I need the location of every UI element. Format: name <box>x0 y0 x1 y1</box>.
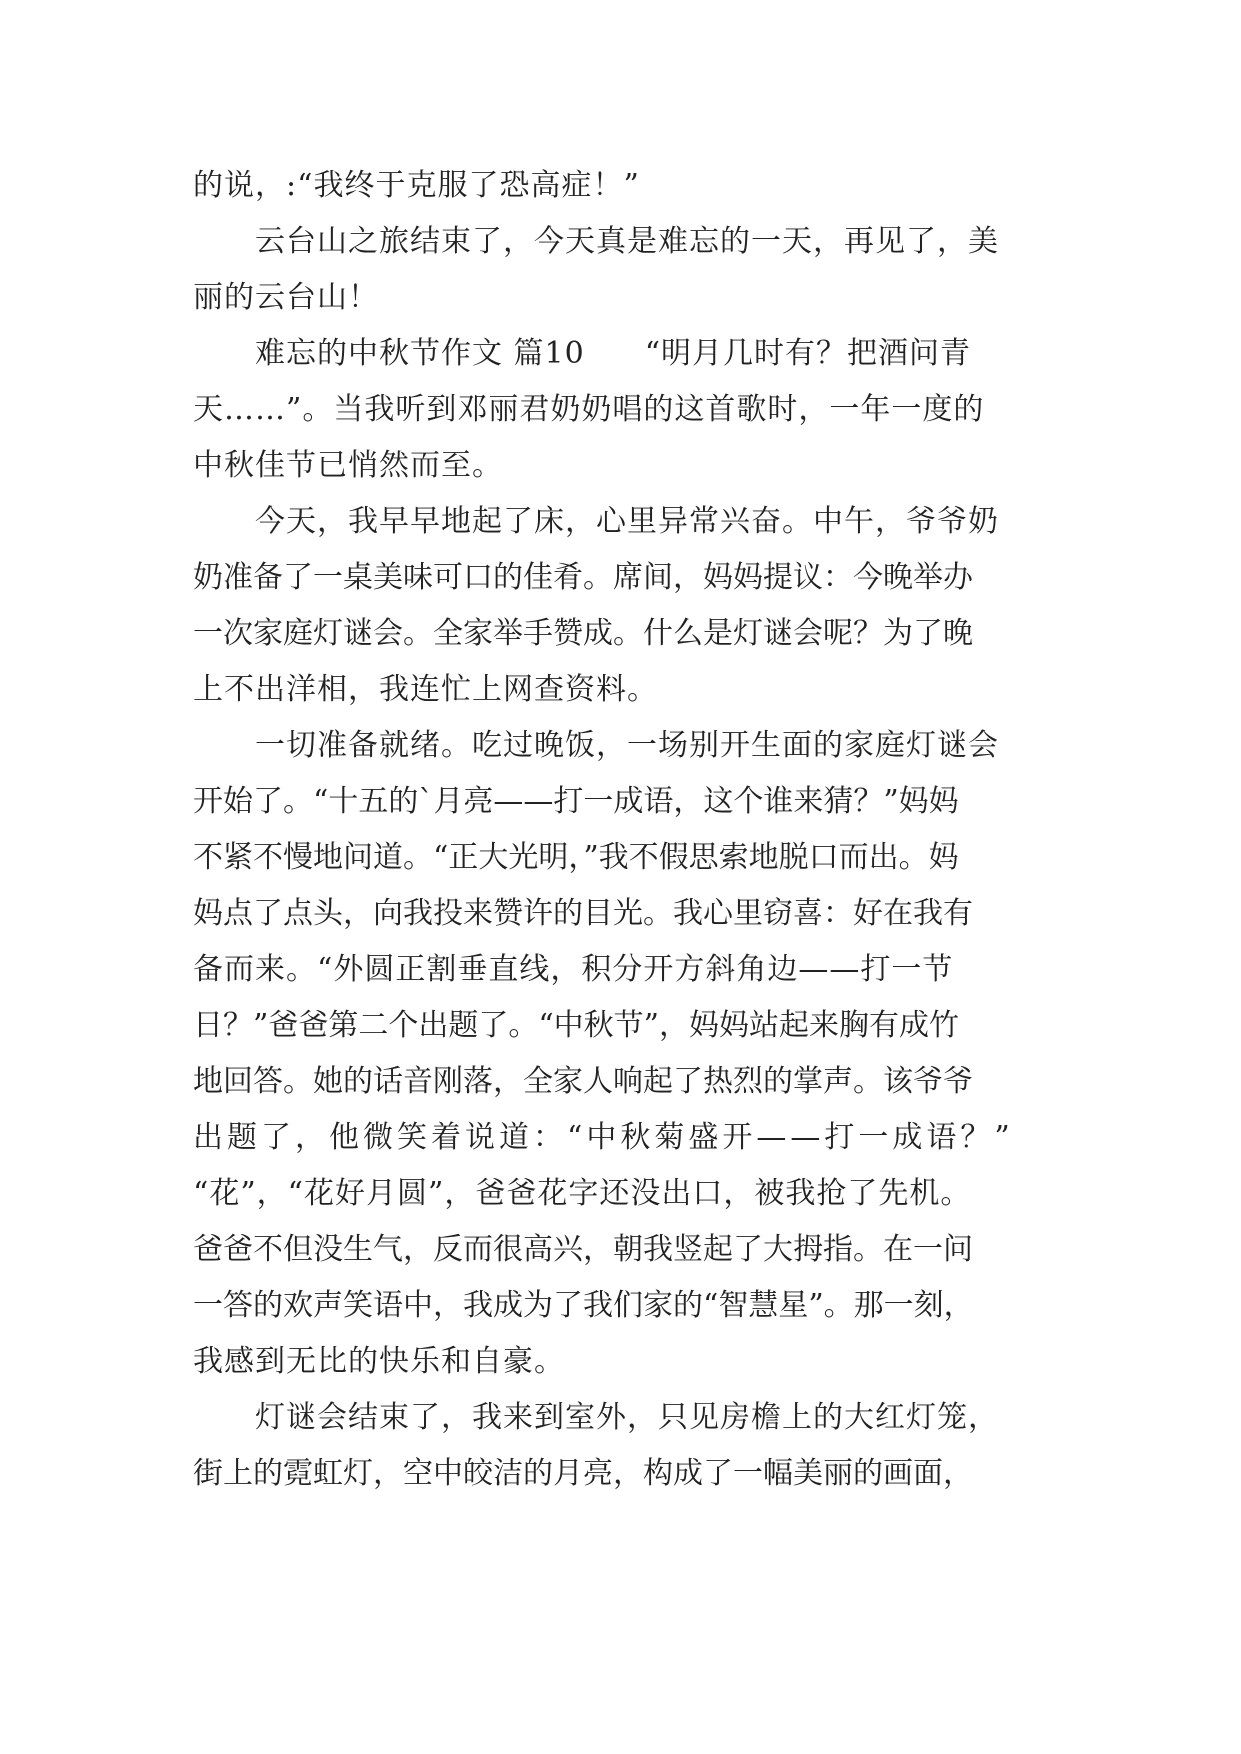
text-line: 日？”爸爸第二个出题了。“中秋节”，妈妈站起来胸有成竹 <box>193 1008 960 1043</box>
section-heading-line <box>193 326 1063 382</box>
text-line: 上不出洋相，我连忙上网查资料。 <box>193 672 658 707</box>
text-line: 备而来。“外圆正割垂直线，积分开方斜角边——打一节 <box>193 952 954 987</box>
text-line: “明月几时有？把酒问青 <box>644 336 972 371</box>
text-line: 天……”。当我听到邓丽君奶奶唱的这首歌时，一年一度的 <box>193 392 985 427</box>
paragraph-start-line: 今天，我早早地起了床，心里异常兴奋。中午，爷爷奶 <box>255 504 999 539</box>
text-line: “花”，“花好月圆”，爸爸花字还没出口，被我抢了先机。 <box>193 1176 972 1211</box>
text-line: 丽的云台山！ <box>193 280 379 315</box>
text-line: 不紧不慢地问道。“正大光明，”我不假思索地脱口而出。妈 <box>193 840 959 875</box>
text-line: 地回答。她的话音刚落，全家人响起了热烈的掌声。该爷爷 <box>193 1064 973 1099</box>
text-line: 奶准备了一桌美味可口的佳肴。席间，妈妈提议：今晚举办 <box>193 560 973 595</box>
text-line: 街上的霓虹灯，空中皎洁的月亮，构成了一幅美丽的画面， <box>193 1456 973 1491</box>
text-line: 爸爸不但没生气，反而很高兴，朝我竖起了大拇指。在一问 <box>193 1232 973 1267</box>
text-line: 妈点了点头，向我投来赞许的目光。我心里窃喜：好在我有 <box>193 896 973 931</box>
paragraph-start-line: 灯谜会结束了，我来到室外，只见房檐上的大红灯笼， <box>255 1400 999 1435</box>
paragraph-start-line: 一切准备就绪。吃过晚饭，一场别开生面的家庭灯谜会 <box>255 728 999 763</box>
text-line: 出题了，他微笑着说道：“中秋菊盛开——打一成语？” <box>193 1120 1014 1155</box>
text-line: 我感到无比的快乐和自豪。 <box>193 1344 565 1379</box>
text-line: 的说，:“我终于克服了恐高症！” <box>193 168 640 203</box>
text-line: 一答的欢声笑语中，我成为了我们家的“智慧星”。那一刻， <box>193 1288 974 1323</box>
section-heading: 难忘的中秋节作文 篇10 <box>255 336 585 371</box>
text-line: 开始了。“十五的`月亮——打一成语，这个谁来猜？”妈妈 <box>193 784 959 819</box>
text-line: 一次家庭灯谜会。全家举手赞成。什么是灯谜会呢？为了晚 <box>193 616 973 651</box>
paragraph-start-line: 云台山之旅结束了，今天真是难忘的一天，再见了，美 <box>255 224 999 259</box>
text-line: 中秋佳节已悄然而至。 <box>193 448 503 483</box>
essay-body <box>193 158 1063 1502</box>
